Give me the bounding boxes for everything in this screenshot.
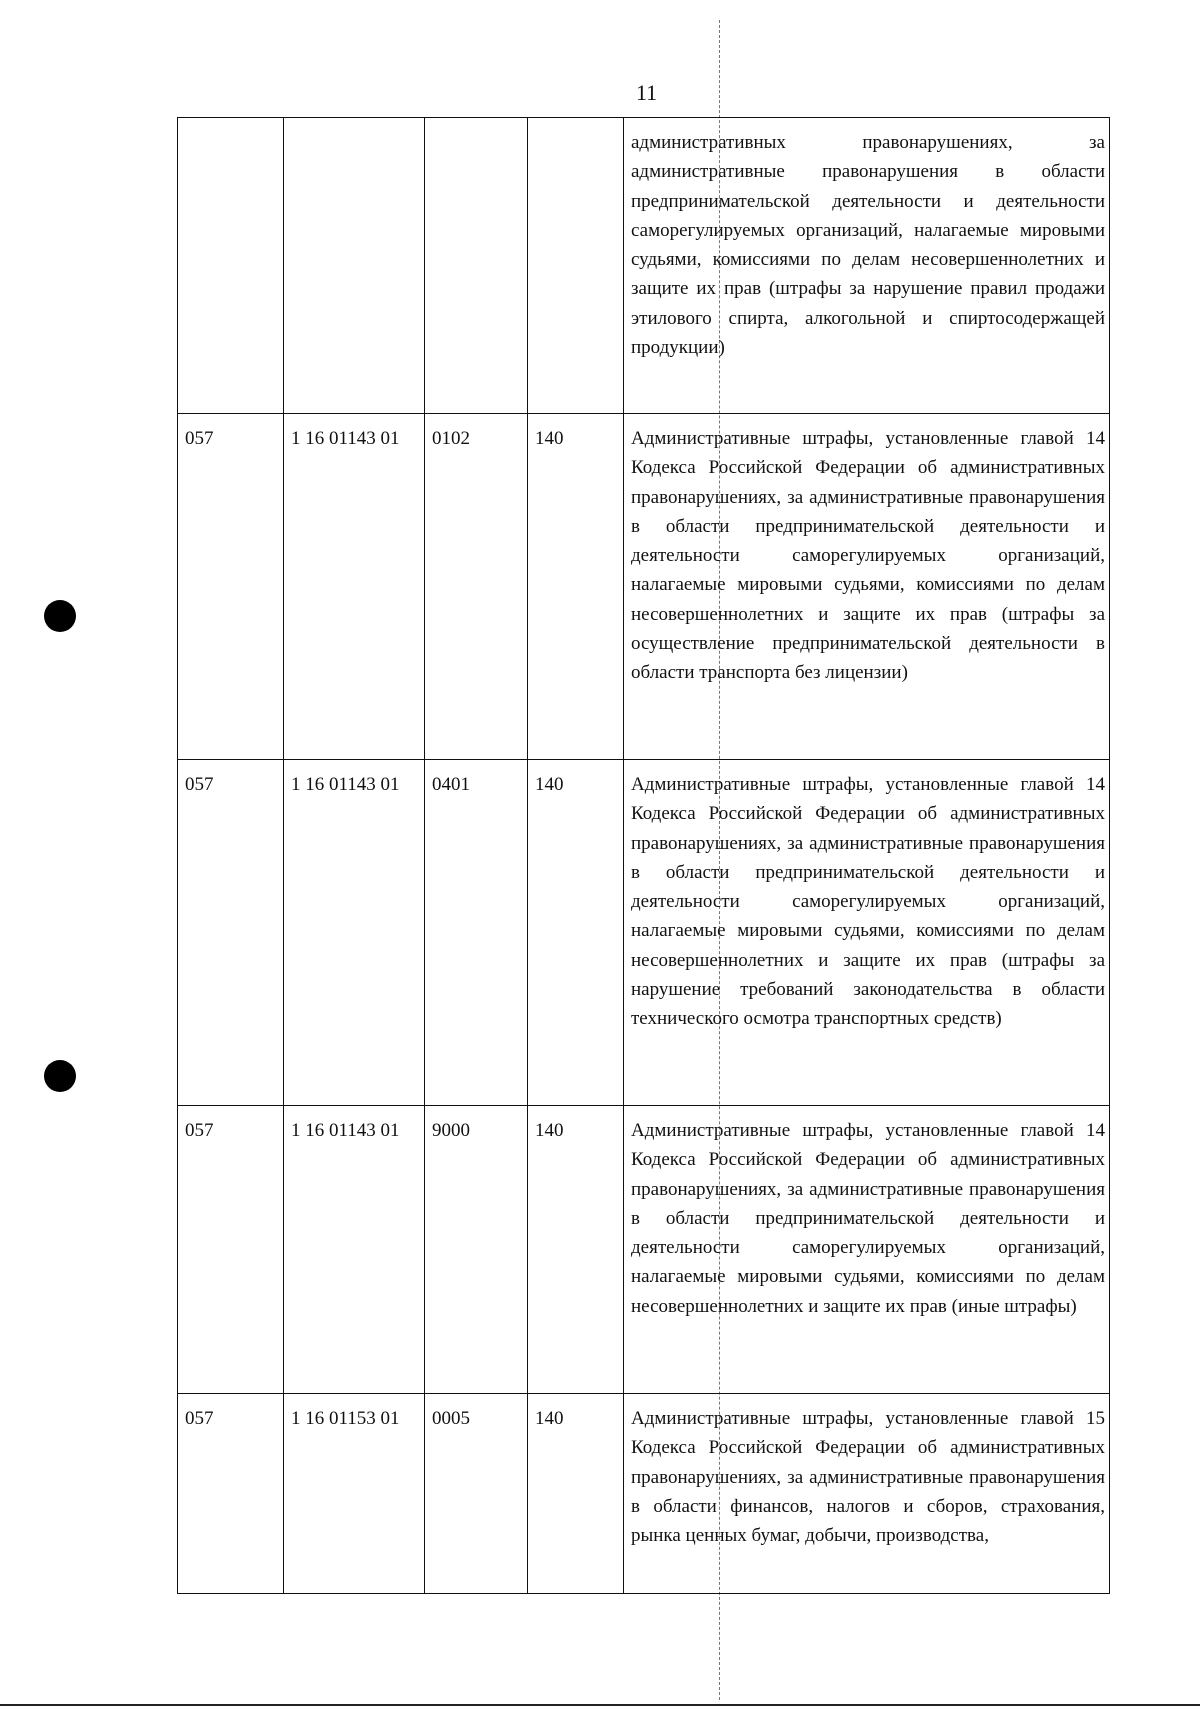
page-number: 11 — [636, 80, 658, 105]
page-bottom-edge — [0, 1704, 1200, 1706]
kbk-main-cell: 1 16 01153 01 — [284, 1394, 425, 1594]
table-row — [178, 1394, 1110, 1594]
kbk-kosgu-cell: 140 — [528, 1394, 624, 1594]
table-row — [178, 414, 1110, 760]
admin-code-cell — [178, 118, 284, 414]
budget-codes-table — [177, 117, 1110, 1594]
kbk-kosgu-cell: 140 — [528, 1106, 624, 1394]
admin-code-cell: 057 — [178, 1106, 284, 1394]
kbk-kosgu-cell: 140 — [528, 760, 624, 1106]
kbk-program-cell: 0102 — [425, 414, 528, 760]
kbk-main-cell — [284, 118, 425, 414]
description-cell: Административные штрафы, установленные главой 14 Кодекса Российской Федерации об административных правонарушениях, за административные правонарушения в области предпринимательской деятельности и деятельности саморегулируемых организаций, налагаемые мировыми судьями, комиссиями по делам несовершеннолетних и защите их прав (штрафы за осуществление предпринимательской деятельности в области транспорта без лицензии) — [624, 414, 1110, 760]
kbk-program-cell — [425, 118, 528, 414]
admin-code-cell: 057 — [178, 414, 284, 760]
punch-hole — [44, 1060, 76, 1092]
table-row — [178, 118, 1110, 414]
kbk-program-cell: 9000 — [425, 1106, 528, 1394]
kbk-program-cell: 0401 — [425, 760, 528, 1106]
table-row — [178, 1106, 1110, 1394]
punch-hole — [44, 600, 76, 632]
admin-code-cell: 057 — [178, 1394, 284, 1594]
description-cell: Административные штрафы, установленные главой 15 Кодекса Российской Федерации об административных правонарушениях, за административные правонарушения в области финансов, налогов и сборов, страхования, рынка ценных бумаг, добычи, производства, — [624, 1394, 1110, 1594]
kbk-kosgu-cell: 140 — [528, 414, 624, 760]
description-cell: административных правонарушениях, за административные правонарушения в области предпринимательской деятельности и деятельности саморегулируемых организаций, налагаемые мировыми судьями, комиссиями по делам несовершеннолетних и защите их прав (штрафы за нарушение правил продажи этилового спирта, алкогольной и спиртосодержащей продукции) — [624, 118, 1110, 414]
kbk-main-cell: 1 16 01143 01 — [284, 760, 425, 1106]
admin-code-cell: 057 — [178, 760, 284, 1106]
kbk-program-cell: 0005 — [425, 1394, 528, 1594]
description-cell: Административные штрафы, установленные главой 14 Кодекса Российской Федерации об административных правонарушениях, за административные правонарушения в области предпринимательской деятельности и деятельности саморегулируемых организаций, налагаемые мировыми судьями, комиссиями по делам несовершеннолетних и защите их прав (иные штрафы) — [624, 1106, 1110, 1394]
description-cell: Административные штрафы, установленные главой 14 Кодекса Российской Федерации об административных правонарушениях, за административные правонарушения в области предпринимательской деятельности и деятельности саморегулируемых организаций, налагаемые мировыми судьями, комиссиями по делам несовершеннолетних и защите их прав (штрафы за нарушение требований законодательства в области технического осмотра транспортных средств) — [624, 760, 1110, 1106]
table-row — [178, 760, 1110, 1106]
kbk-main-cell: 1 16 01143 01 — [284, 414, 425, 760]
kbk-kosgu-cell — [528, 118, 624, 414]
kbk-main-cell: 1 16 01143 01 — [284, 1106, 425, 1394]
